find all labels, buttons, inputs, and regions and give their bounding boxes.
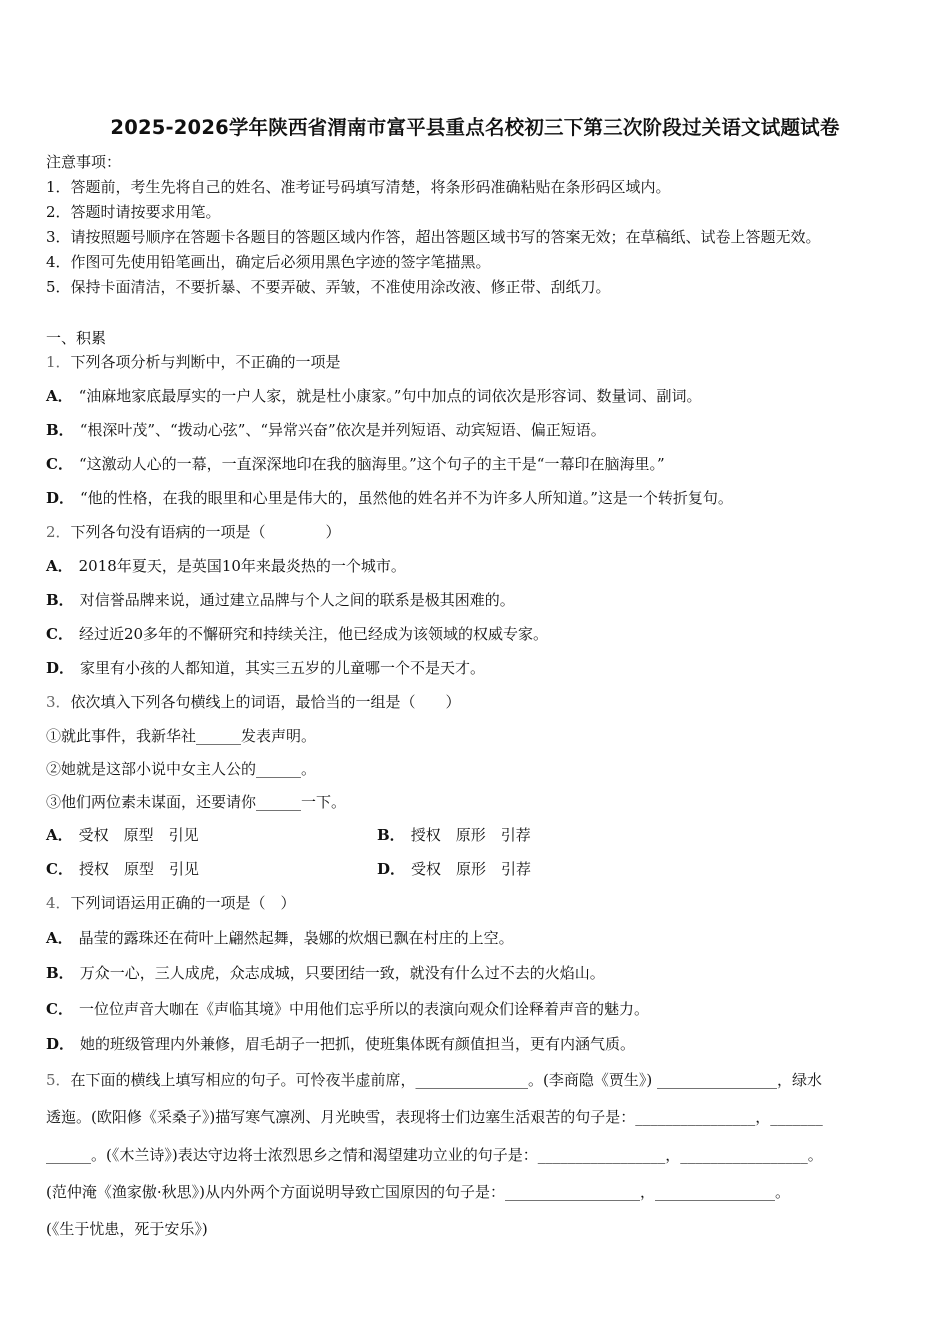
fill-sentence: ①就此事件，我新华社______发表声明。 <box>46 727 317 745</box>
option-label: C． <box>46 455 73 473</box>
option-label: B． <box>46 964 74 982</box>
option-label: B． <box>46 421 74 439</box>
fill-sentence: ②她就是这部小说中女主人公的______。 <box>46 760 317 778</box>
option-text: “油麻地家底最厚实的一户人家，就是杜小康家。”句中加点的词依次是形容词、数量词、副词。 <box>78 387 702 405</box>
option-label: A． <box>46 387 73 405</box>
page-title: 2025-2026学年陕西省渭南市富平县重点名校初三下第三次阶段过关语文试题试卷 <box>110 116 840 139</box>
notice-item: 2．答题时请按要求用笔。 <box>46 203 221 221</box>
option-label: C． <box>46 860 73 878</box>
option-label: A． <box>46 557 73 575</box>
question-line: (《生于忧患，死于安乐》) <box>46 1220 208 1238</box>
question-number: 5． <box>46 1071 71 1089</box>
option-label: A． <box>46 929 73 947</box>
option-label: A． <box>46 826 73 844</box>
question-stem: 依次填入下列各句横线上的词语，最恰当的一组是（ ） <box>70 693 461 711</box>
question-2 <box>46 522 341 542</box>
option-text: 晶莹的露珠还在荷叶上翩然起舞，袅娜的炊烟已飘在村庄的上空。 <box>78 929 514 947</box>
option-row <box>46 859 906 879</box>
notice-item: 1．答题前，考生先将自己的姓名、准考证号码填写清楚，将条形码准确粘贴在条形码区域内。 <box>46 178 671 196</box>
notice-heading: 注意事项： <box>46 153 122 171</box>
option-label: C． <box>46 1000 73 1018</box>
question-line: (范仲淹《渔家傲·秋思》)从内外两个方面说明导致亡国原因的句子是：__________________，________________。 <box>46 1183 790 1201</box>
option-text: 万众一心，三人成虎，众志成城，只要团结一致，就没有什么过不去的火焰山。 <box>79 964 605 982</box>
option-row <box>46 658 485 678</box>
option-text: 她的班级管理内外兼修，眉毛胡子一把抓，使班集体既有颜值担当，更有内涵气质。 <box>80 1035 636 1053</box>
option-col-2 <box>377 825 531 845</box>
option-text: 家里有小孩的人都知道，其实三五岁的儿童哪一个不是天才。 <box>80 659 486 677</box>
option-label: D． <box>377 860 406 878</box>
question-1 <box>46 352 341 372</box>
option-label: D． <box>46 1035 75 1053</box>
option-text: 受权 原型 引见 <box>78 826 199 844</box>
question-stem: 下列各句没有语病的一项是（ ） <box>70 523 341 541</box>
option-row <box>46 999 649 1019</box>
option-text: 经过近20多年的不懈研究和持续关注，他已经成为该领域的权威专家。 <box>78 625 549 643</box>
question-stem: 下列各项分析与判断中，不正确的一项是 <box>70 353 341 371</box>
option-row <box>46 963 605 983</box>
option-text: “根深叶茂”、“拨动心弦”、“异常兴奋”依次是并列短语、动宾短语、偏正短语。 <box>79 421 606 439</box>
question-number: 4． <box>46 894 71 912</box>
section-heading: 一、积累 <box>46 329 107 347</box>
option-text: 一位位声音大咖在《声临其境》中用他们忘乎所以的表演向观众们诠释着声音的魅力。 <box>78 1000 649 1018</box>
option-row <box>46 420 606 440</box>
option-text: 对信誉品牌来说，通过建立品牌与个人之间的联系是极其困难的。 <box>79 591 515 609</box>
question-number: 2． <box>46 523 71 541</box>
option-row <box>46 454 665 474</box>
option-text: 授权 原形 引荐 <box>410 826 531 844</box>
notice-item: 5．保持卡面清洁，不要折暴、不要弄破、弄皱，不准使用涂改液、修正带、刮纸刀。 <box>46 278 611 296</box>
option-label: C． <box>46 625 73 643</box>
question-5 <box>46 1070 822 1090</box>
notice-item: 3．请按照题号顺序在答题卡各题目的答题区域内作答，超出答题区域书写的答案无效；在草稿纸、试卷上答题无效。 <box>46 228 821 246</box>
question-3 <box>46 692 461 712</box>
option-label: B． <box>377 826 405 844</box>
option-col-2 <box>377 859 531 879</box>
question-stem: 下列词语运用正确的一项是（ ） <box>70 894 296 912</box>
question-number: 3． <box>46 693 71 711</box>
option-row <box>46 488 733 508</box>
notice-item: 4．作图可先使用铅笔画出，确定后必须用黑色字迹的签字笔描黑。 <box>46 253 491 271</box>
option-text: “这激动人心的一幕，一直深深地印在我的脑海里。”这个句子的主干是“一幕印在脑海里。” <box>78 455 665 473</box>
option-label: B． <box>46 591 74 609</box>
option-text: 2018年夏天，是英国10年来最炎热的一个城市。 <box>78 557 406 575</box>
question-number: 1． <box>46 353 71 371</box>
option-row <box>46 825 906 845</box>
question-line: 在下面的横线上填写相应的句子。可怜夜半虚前席，_______________。(李商隐《贾生》) ________________，绿水 <box>70 1071 823 1089</box>
option-text: 受权 原形 引荐 <box>411 860 532 878</box>
question-4 <box>46 893 296 913</box>
option-label: D． <box>46 659 75 677</box>
option-row <box>46 1034 635 1054</box>
question-line: 透迤。(欧阳修《采桑子》)描写寒气凛冽、月光映雪，表现将士们边塞生活艰苦的句子是：________________，_______ <box>46 1108 823 1126</box>
option-text: 授权 原型 引见 <box>78 860 199 878</box>
option-row <box>46 590 515 610</box>
fill-sentence: ③他们两位素未谋面，还要请你______一下。 <box>46 793 347 811</box>
option-row <box>46 556 406 576</box>
question-line: ______。(《木兰诗》)表达守边将士浓烈思乡之情和渴望建功立业的句子是：_________________，_________________。 <box>46 1146 823 1164</box>
option-row <box>46 386 701 406</box>
option-row <box>46 624 548 644</box>
option-row <box>46 928 514 948</box>
option-label: D． <box>46 489 75 507</box>
option-text: “他的性格，在我的眼里和心里是伟大的，虽然他的姓名并不为许多人所知道。”这是一个转折复句。 <box>80 489 733 507</box>
